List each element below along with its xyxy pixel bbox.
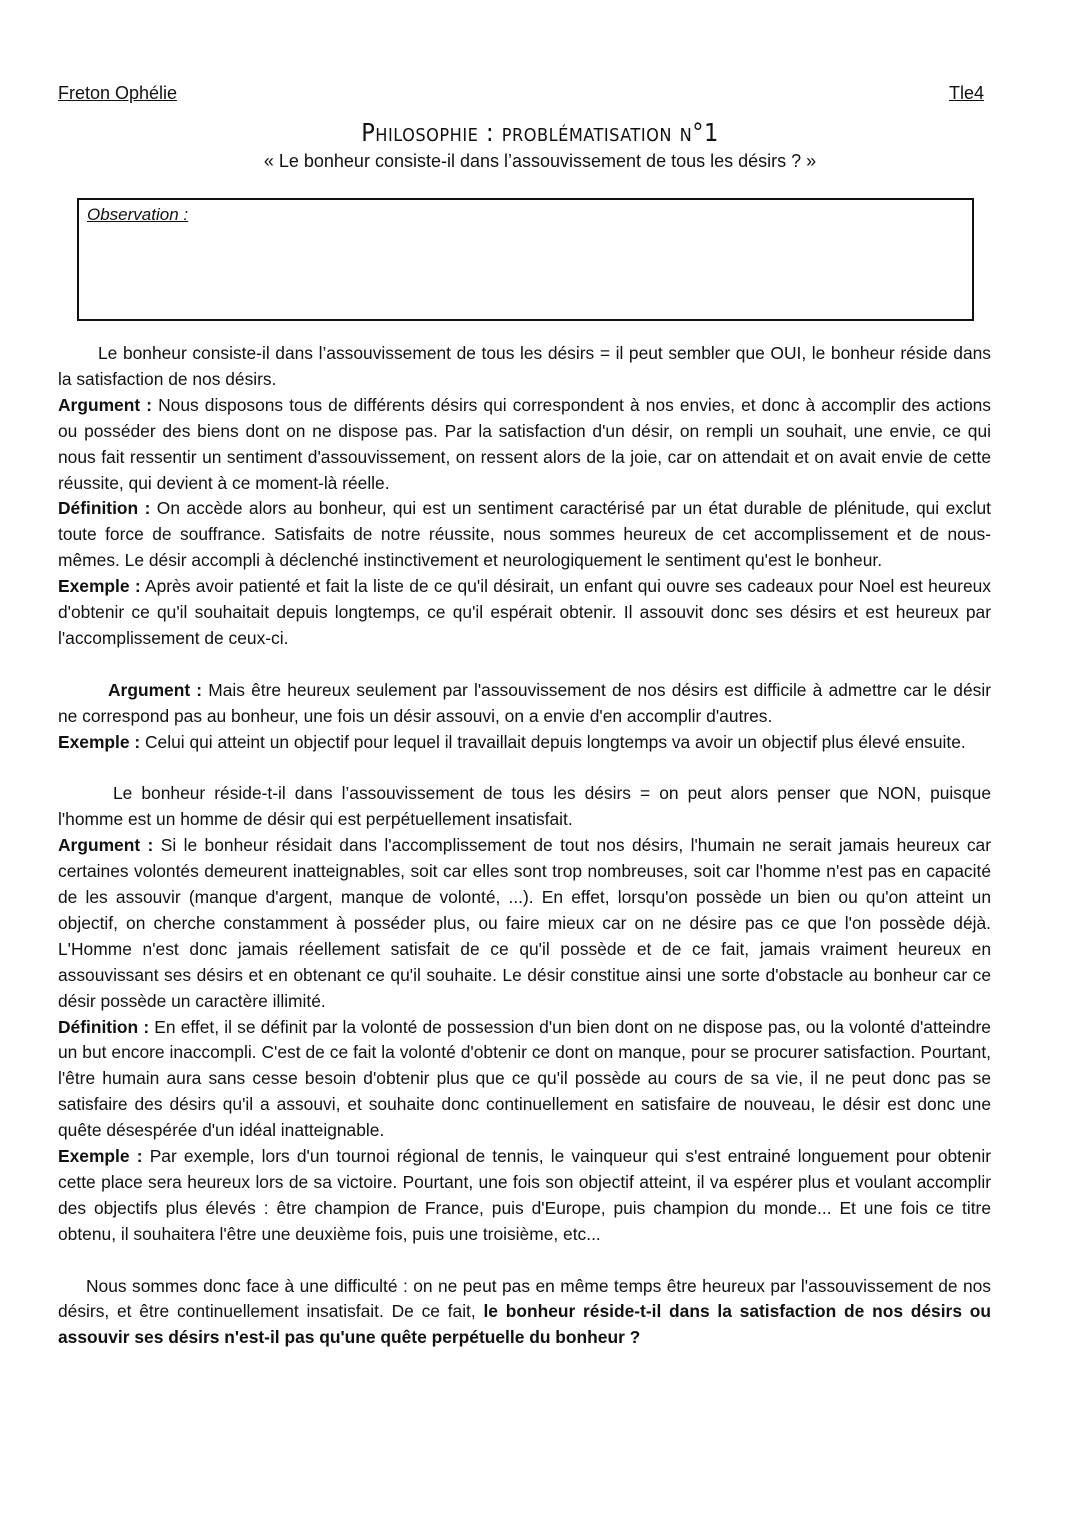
thesis-example: [58, 574, 991, 652]
definition-label: Définition :: [58, 498, 151, 519]
example-label: Exemple :: [58, 731, 141, 752]
thesis-definition: [58, 496, 991, 574]
definition-text: En effet, il se définit par la volonté de possession d'un bien dont on ne dispose pas, ou la volonté d'atteindre un but encore inaccompli. C'est de ce fait la volonté d'obtenir ce dont on manque, pour se procurer satisfaction. Pourtant, l'être humain aura sans cesse besoin d'obtenir plus que ce qu'il possède au cours de sa vie, il ne peut donc pas se satisfaire des désirs qu'il a assouvi, et souhaite donc continuellement en satisfaire de nouveau, le désir est donc une quête désespérée d'un idéal inatteignable.: [58, 1016, 991, 1141]
example-text: Par exemple, lors d'un tournoi régional de tennis, le vainqueur qui s'est entrainé longuement pour obtenir cette place sera heureux lors de sa victoire. Pourtant, une fois son objectif atteint, il va espérer plus et voulant accomplir des objectifs plus élevés : être champion de France, puis d'Europe, puis champion du monde... Et une fois ce titre obtenu, il souhaitera l'être une deuxième fois, puis une troisième, etc...: [58, 1146, 992, 1244]
thesis-intro: Le bonheur consiste-il dans l’assouvissement de tous les désirs = il peut sembler que OUI, le bonheur réside dans la satisfaction de nos désirs.: [58, 343, 991, 389]
argument-label: Argument :: [58, 394, 153, 415]
antithesis-example: [58, 1144, 991, 1248]
transition-example: [58, 730, 991, 756]
spacer: [58, 652, 991, 678]
observation-box: [77, 198, 974, 321]
argument-label: Argument :: [58, 835, 154, 856]
conclusion-text: Nous sommes donc face à une difficulté : on ne peut pas en même temps être heureux par l'assouvissement de nos désirs, et être continuellement insatisfait. De ce fait,: [58, 1275, 991, 1322]
argument-text: Nous disposons tous de différents désirs qui correspondent à nos envies, et donc à accomplir des actions ou posséder des biens dont on ne dispose pas. Par la satisfaction d'un désir, on rempli un souhait, une envie, ce qui nous fait ressentir un sentiment d'assouvissement, on ressent alors de la joie, car on attendait et on avait envie de cette réussite, qui devient à ce moment-là réelle.: [58, 394, 991, 493]
example-text: Après avoir patienté et fait la liste de ce qu'il désirait, un enfant qui ouvre ses cadeaux pour Noel est heureux d'obtenir ce qu'il souhaitait depuis longtemps, ce qu'il espérait obtenir. Il assouvit donc ses désirs et est heureux par l'accomplissement de ceux-ci.: [58, 576, 991, 648]
student-name: Freton Ophélie: [58, 83, 178, 103]
conclusion: [58, 1274, 991, 1352]
definition-text: On accède alors au bonheur, qui est un sentiment caractérisé par un état durable de plénitude, qui exclut toute force de souffrance. Satisfaits de notre réussite, nous sommes heureux de cet accomplissement et de nous-mêmes. Le désir accompli à déclenché instinctivement et neurologiquement le sentiment qu'est le bonheur.: [58, 498, 991, 571]
argument-label: Argument :: [108, 679, 203, 700]
page-subtitle: « Le bonheur consiste-il dans l’assouvissement de tous les désirs ? »: [263, 151, 817, 171]
example-text: Celui qui atteint un objectif pour lequel il travaillait depuis longtemps va avoir un objectif plus élevé ensuite.: [140, 731, 966, 752]
page-title: Philosophie : problématisation n°1: [361, 118, 719, 147]
thesis-argument: [58, 393, 991, 497]
example-label: Exemple :: [58, 576, 141, 597]
example-label: Exemple :: [58, 1146, 143, 1167]
definition-label: Définition :: [58, 1016, 150, 1037]
antithesis-definition: [58, 1015, 991, 1145]
observation-label: Observation :: [87, 205, 189, 224]
class-label: Tle4: [948, 83, 984, 103]
antithesis-intro: Le bonheur réside-t-il dans l’assouvissement de tous les désirs = on peut alors penser que NON, puisque l'homme est un homme de désir qui est perpétuellement insatisfait.: [58, 783, 991, 830]
essay-body: [58, 341, 991, 1351]
argument-text: Si le bonheur résidait dans l'accomplissement de tout nos désirs, l'humain ne serait jamais heureux car certaines volontés demeurent inatteignables, soit car elles sont trop nombreuses, soit car l'homme n'est pas en capacité de les assouvir (manque d'argent, manque de volonté, ...). En effet, lorsqu'on possède un bien ou qu'on atteint un objectif, on cherche constamment à posséder plus, ou faire mieux car on ne désire pas ce que l'on possède déjà. L'Homme n'est donc jamais réellement satisfait de ce qu'il possède et de ce fait, jamais vraiment heureux en assouvissant ses désirs et en obtenant ce qu'il souhaite. Le désir constitue ainsi une sorte d'obstacle au bonheur car ce désir possède un caractère illimité.: [58, 835, 991, 1011]
argument-text: Mais être heureux seulement par l'assouvissement de nos désirs est difficile à admettre car le désir ne correspond pas au bonheur, une fois un désir assouvi, on a envie d'en accomplir d'autres.: [58, 679, 991, 726]
spacer: [58, 1248, 991, 1274]
spacer: [58, 755, 991, 781]
problem-statement: le bonheur réside-t-il dans la satisfaction de nos désirs ou assouvir ses désirs n'est-il pas qu'une quête perpétuelle du bonheur ?: [58, 1301, 991, 1348]
antithesis-argument: [58, 833, 991, 1014]
transition-argument: [58, 678, 991, 730]
